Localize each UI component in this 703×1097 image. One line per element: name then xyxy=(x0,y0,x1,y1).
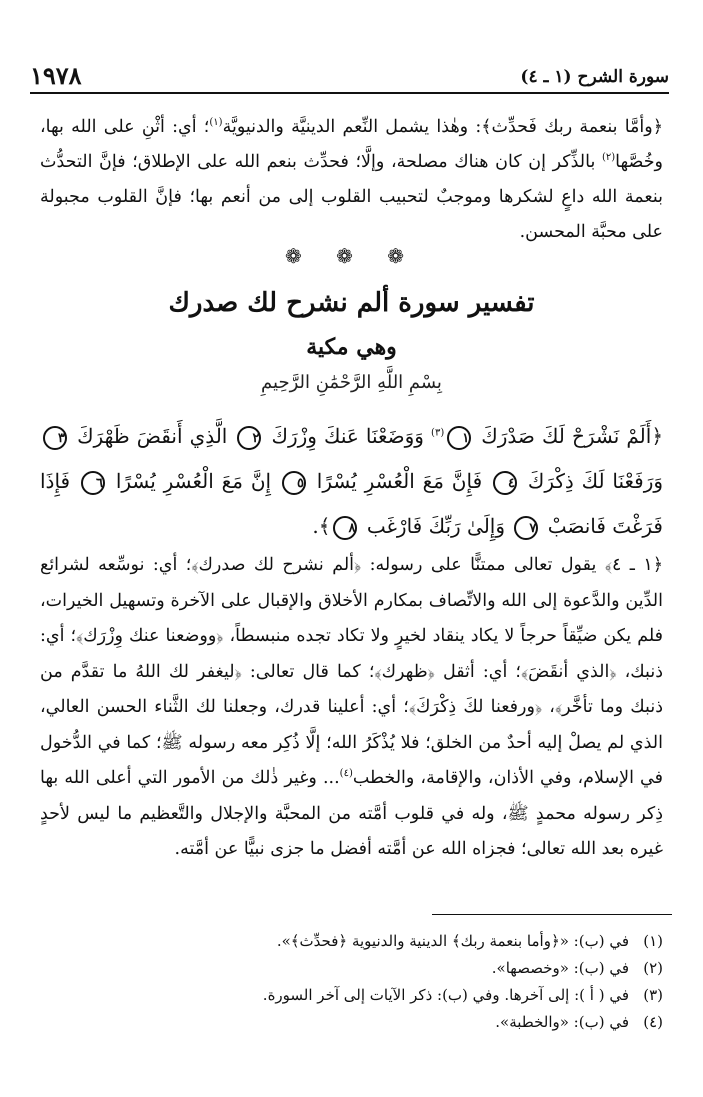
verse-7: فَإِذَا فَرَغْتَ فَانصَبْ xyxy=(40,469,663,538)
commentary-text-2: ... وغير ذٰلك من الأمور التي أعلى الله بها ذِكر رسوله محمدٍ ﷺ، وله في قلوب أمَّته من المحبَّة والإجلال والتَّعظيم ما ليس لأحدٍ غيره بعد الله تعالى؛ فجزاه الله عن أمَّته أفضل ما جزى نبيًّا عن أمَّته. xyxy=(40,768,663,859)
verse-1: ﴿أَلَمْ نَشْرَحْ لَكَ صَدْرَكَ xyxy=(481,424,664,448)
verse-number-8: ٨ xyxy=(333,516,357,540)
verse-number-7: ٧ xyxy=(514,516,538,540)
footnote-text: في (ب): «والخطبة». xyxy=(495,1013,629,1031)
footnotes xyxy=(40,928,663,1036)
verse-6: إِنَّ مَعَ الْعُسْرِ يُسْرًا xyxy=(115,469,272,493)
footnote xyxy=(40,928,663,955)
verse-number-1: ١ xyxy=(447,426,471,450)
verse-8: وَإِلَىٰ رَبِّكَ فَارْغَب xyxy=(366,514,506,538)
quran-verses xyxy=(40,414,663,549)
verse-number-5: ٥ xyxy=(282,471,306,495)
footnote-mark-1[interactable]: (١) xyxy=(209,117,223,129)
surah-title: تفسير سورة ألم نشرح لك صدرك xyxy=(168,288,535,318)
footnote xyxy=(40,982,663,1009)
intro-text-3: بالذِّكر إن كان هناك مصلحة، وإلَّا؛ فحدِّث بنعم الله على الإطلاق؛ فإنَّ التحدُّث بنعمة الله داعٍ لشكرها وموجبٌ لتحبيب القلوب إلى من أنعم بها؛ فإنَّ القلوب مجبولة على محبَّة المحسن. xyxy=(40,152,663,242)
intro-text-2: ؛ أي: أثْنِ على الله بها، وخُصَّها xyxy=(40,117,663,172)
verse-number-3: ٣ xyxy=(43,426,67,450)
footnote-number: (٢) xyxy=(643,959,663,977)
surah-subtitle: وهي مكية xyxy=(306,334,397,360)
verse-number-2: ٢ xyxy=(237,426,261,450)
footnote-mark-3[interactable]: (٣) xyxy=(431,427,445,439)
page-number: ١٩٧٨ xyxy=(30,61,82,90)
verse-4: وَرَفَعْنَا لَكَ ذِكْرَكَ xyxy=(527,469,664,493)
verse-5: فَإِنَّ مَعَ الْعُسْرِ يُسْرًا xyxy=(316,469,483,493)
basmala: بِسْمِ اللَّهِ الرَّحْمَٰنِ الرَّحِيمِ xyxy=(261,372,442,393)
footnote-divider xyxy=(432,914,672,915)
intro-paragraph xyxy=(40,110,663,250)
running-title: سورة الشرح (١ ـ ٤) xyxy=(520,67,669,87)
footnote-number: (٣) xyxy=(643,986,663,1004)
commentary-text-1: ﴿١ ـ ٤﴾ يقول تعالى ممتنًّا على رسوله: ﴿ألم نشرح لك صدرك﴾؛ أي: نوسِّعه لشرائع الدِّين والدَّعوة إلى الله والاتِّصاف بمكارم الأخلاق والإقبال على الآخرة وتسهيل الخيرات، فلم يكن ضيِّقاً حرجاً لا يكاد ينقاد لخيرٍ ولا تكاد تجده منبسطاً، ﴿ووضعنا عنك وِزْرَك﴾؛ أي: ذنبك، ﴿الذي أنقَضَ﴾؛ أي: أثقل ﴿ظهرك﴾؛ كما قال تعالى: ﴿ليغفر لك اللهُ ما تقدَّم من ذنبك وما تأخَّر﴾، ﴿ورفعنا لكَ ذِكْرَكَ﴾؛ أي: أعلينا قدرك، وجعلنا لك الثَّناء الحسن العالي، الذي لم يصلْ إليه أحدٌ من الخلق؛ فلا يُذْكَرُ الله؛ إلَّا ذُكِر معه رسوله ﷺ؛ كما في الدُّخول في الإسلام، وفي الأذان، والإقامة، والخطب xyxy=(40,555,663,788)
page-header xyxy=(30,58,669,94)
verse-3: الَّذِي أَنقَضَ ظَهْرَكَ xyxy=(77,424,228,448)
footnote-text: في ( أ ): إلى آخرها. وفي (ب): ذكر الآيات إلى آخر السورة. xyxy=(262,986,629,1004)
footnote xyxy=(40,1009,663,1036)
footnote-number: (٤) xyxy=(643,1013,663,1031)
verse-number-6: ٦ xyxy=(81,471,105,495)
footnote-mark-4[interactable]: (٤) xyxy=(339,768,353,780)
footnote xyxy=(40,955,663,982)
footnote-mark-2[interactable]: (٢) xyxy=(601,152,616,164)
verse-2: وَوَضَعْنَا عَنكَ وِزْرَكَ xyxy=(271,424,424,448)
verse-number-4: ٤ xyxy=(493,471,517,495)
commentary-paragraph xyxy=(40,548,663,868)
footnote-text: في (ب): «﴿وأما بنعمة ربك﴾ الدينية والدنيوية ﴿فحدِّث﴾». xyxy=(276,932,629,950)
verses-close: ﴾. xyxy=(312,514,331,538)
footnote-text: في (ب): «وخصصها». xyxy=(491,959,629,977)
section-separator: ❁ ❁ ❁ xyxy=(285,244,418,268)
footnote-number: (١) xyxy=(643,932,663,950)
intro-text-1: ﴿وأمَّا بنعمة ربك فَحدِّث﴾: وهٰذا يشمل النِّعم الدينيَّة والدنيويَّة xyxy=(222,117,663,137)
